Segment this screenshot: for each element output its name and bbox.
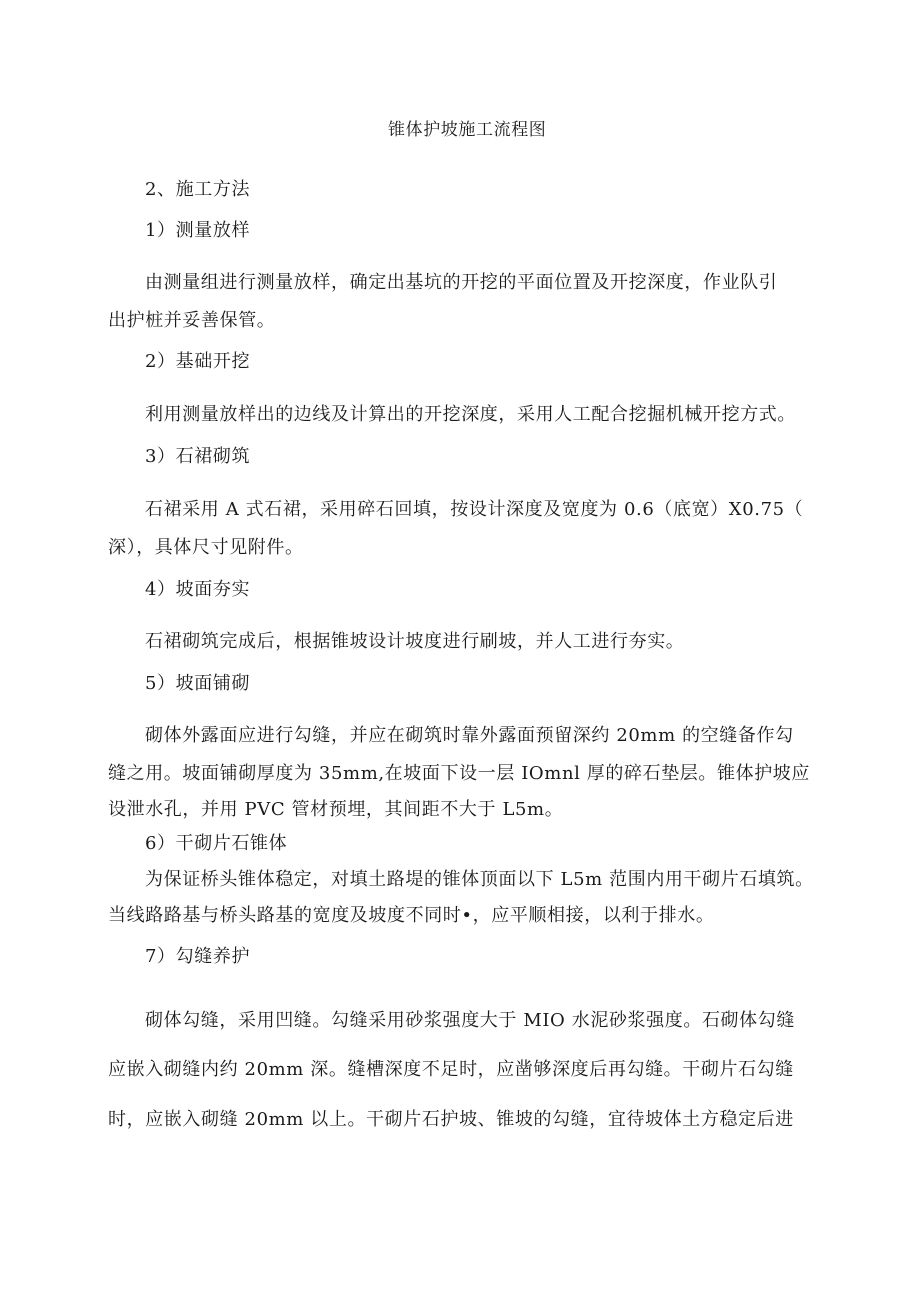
step-6-text-line: 当线路路基与桥头路基的宽度及坡度不同时•，应平顺相接，以利于排水。 bbox=[108, 905, 715, 926]
step-7-text-line: 应嵌入砌缝内约 20mm 深。缝槽深度不足时，应凿够深度后再勾缝。干砌片石勾缝 bbox=[108, 1059, 794, 1080]
step-5-text-line: 缝之用。坡面铺砌厚度为 35mm,在坡面下设一层 IOmnl 厚的碎石垫层。锥体护坡应 bbox=[108, 763, 811, 784]
step-1-text-line: 出护桩并妥善保管。 bbox=[108, 310, 276, 331]
step-3-text-line: 深），具体尺寸见附件。 bbox=[108, 537, 304, 558]
step-1-heading: 1）测量放样 bbox=[145, 220, 251, 241]
step-5-text-line: 砌体外露面应进行勾缝，并应在砌筑时靠外露面预留深约 20mm 的空缝备作勾 bbox=[145, 725, 794, 746]
step-2-heading: 2）基础开挖 bbox=[145, 351, 251, 372]
step-7-heading: 7）勾缝养护 bbox=[145, 946, 251, 967]
step-4-heading: 4）坡面夯实 bbox=[145, 579, 251, 600]
step-7-text-line: 时，应嵌入砌缝 20mm 以上。干砌片石护坡、锥坡的勾缝，宜待坡体土方稳定后进 bbox=[108, 1109, 794, 1130]
section-heading: 2、施工方法 bbox=[145, 179, 251, 200]
step-6-heading: 6）干砌片石锥体 bbox=[145, 833, 288, 854]
step-4-text-line: 石裙砌筑完成后，根据锥坡设计坡度进行刷坡，并人工进行夯实。 bbox=[145, 631, 685, 652]
step-6-text-line: 为保证桥头锥体稳定，对填土路堤的锥体顶面以下 L5m 范围内用干砌片石填筑。 bbox=[145, 869, 814, 890]
step-7-text-line: 砌体勾缝，采用凹缝。勾缝采用砂浆强度大于 MIO 水泥砂浆强度。石砌体勾缝 bbox=[145, 1010, 795, 1031]
step-5-heading: 5）坡面铺砌 bbox=[145, 673, 251, 694]
step-1-text-line: 由测量组进行测量放样，确定出基坑的开挖的平面位置及开挖深度，作业队引 bbox=[145, 272, 778, 293]
step-2-text-line: 利用测量放样出的边线及计算出的开挖深度，采用人工配合挖掘机械开挖方式。 bbox=[145, 404, 796, 425]
step-3-text-line: 石裙采用 A 式石裙，采用碎石回填，按设计深度及宽度为 0.6（底宽）X0.75（ bbox=[145, 499, 804, 520]
step-5-text-line: 设泄水孔，并用 PVC 管材预埋，其间距不大于 L5m。 bbox=[108, 799, 564, 820]
step-3-heading: 3）石裙砌筑 bbox=[145, 446, 251, 467]
document-title: 锥体护坡施工流程图 bbox=[388, 120, 547, 140]
